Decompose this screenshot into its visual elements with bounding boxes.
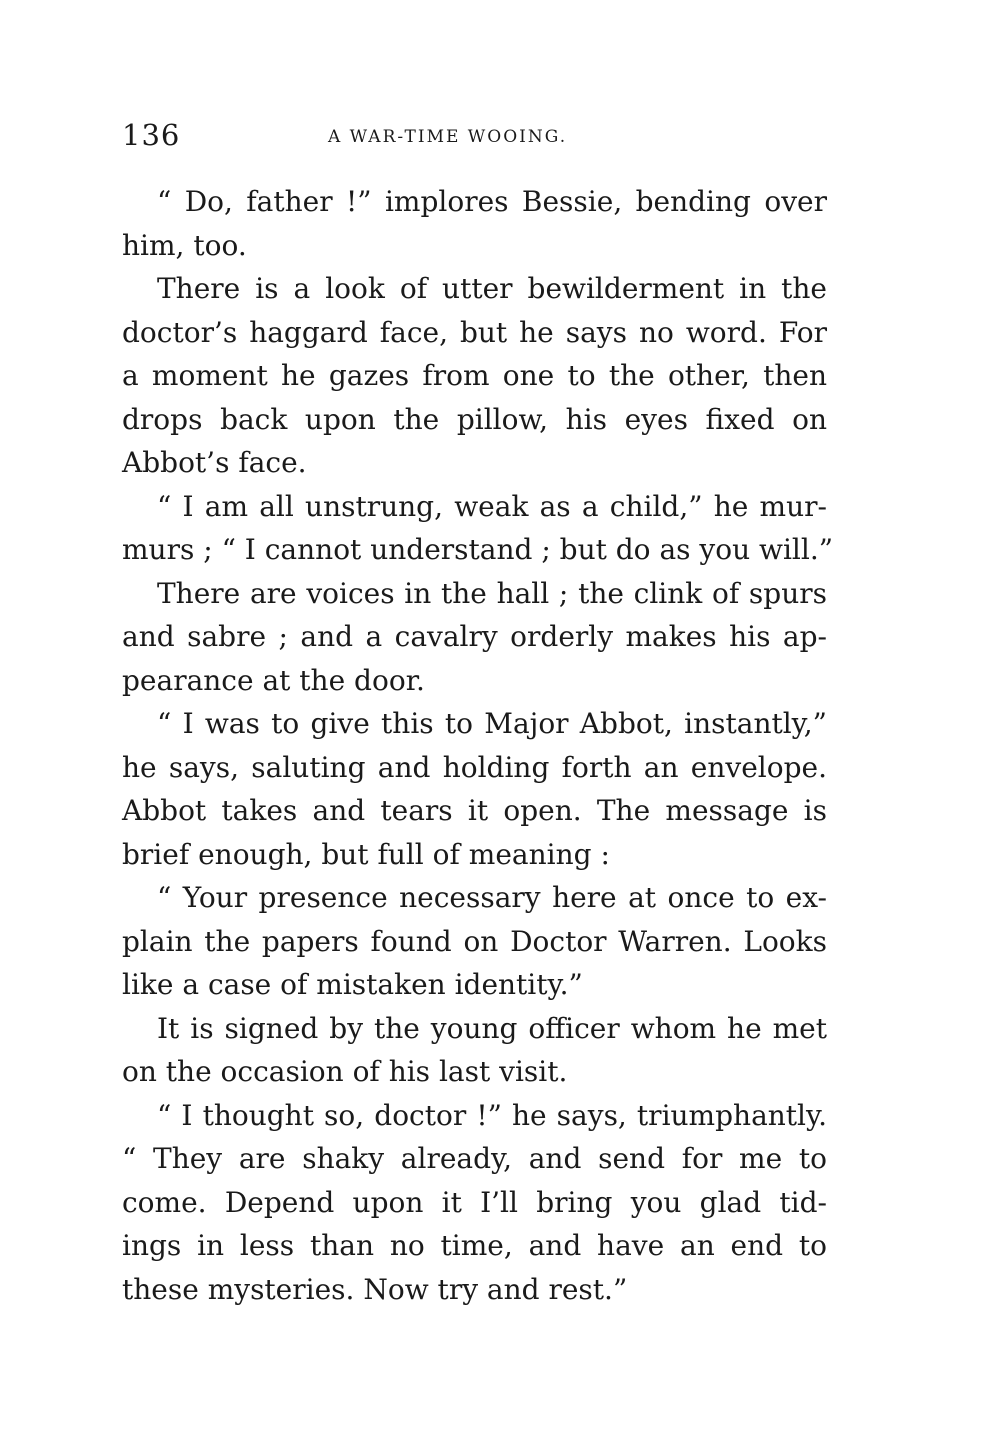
text-line: “ Do, father !” implores Bessie, bending over	[157, 185, 827, 218]
running-title: A WAR-TIME WOOING.	[328, 127, 568, 147]
text-line: pearance at the door.	[122, 663, 425, 697]
text-line: Abbot takes and tears it open. The message is	[122, 794, 827, 827]
text-line: murs ; “ I cannot understand ; but do as you will.”	[122, 533, 834, 566]
text-line: “ Your presence necessary here at once to ex-	[157, 881, 827, 914]
text-line: a moment he gazes from one to the other, then	[122, 359, 827, 392]
text-line: Abbot’s face.	[122, 446, 307, 479]
text-line: “ I thought so, doctor !” he says, triumphantly.	[157, 1098, 827, 1132]
text-line: these mysteries. Now try and rest.”	[122, 1272, 628, 1306]
text-line: come. Depend upon it I’ll bring you glad tid-	[122, 1185, 827, 1219]
text-line: “ I was to give this to Major Abbot, instantly,”	[157, 707, 827, 740]
text-line: he says, saluting and holding forth an envelope.	[122, 750, 827, 784]
page-number: 136	[122, 118, 181, 152]
text-line: “ I am all unstrung, weak as a child,” he mur-	[157, 489, 827, 523]
text-line: There are voices in the hall ; the clink of spurs	[157, 576, 827, 610]
text-line: It is signed by the young officer whom he met	[157, 1011, 827, 1045]
text-line: There is a look of utter bewilderment in the	[157, 272, 827, 305]
text-line: brief enough, but full of meaning :	[122, 837, 610, 871]
text-line: him, too.	[122, 228, 247, 262]
text-line: like a case of mistaken identity.”	[122, 968, 583, 1001]
running-head	[122, 118, 827, 158]
text-line: “ They are shaky already, and send for me to	[122, 1142, 827, 1175]
text-line: on the occasion of his last visit.	[122, 1055, 568, 1088]
text-line: plain the papers found on Doctor Warren. Looks	[122, 924, 827, 958]
text-line: drops back upon the pillow, his eyes fixed on	[122, 402, 827, 436]
text-line: doctor’s haggard face, but he says no word. For	[122, 315, 827, 349]
text-line: and sabre ; and a cavalry orderly makes his ap-	[122, 620, 827, 653]
text-line: ings in less than no time, and have an end to	[122, 1229, 827, 1262]
body-text	[122, 180, 834, 1311]
